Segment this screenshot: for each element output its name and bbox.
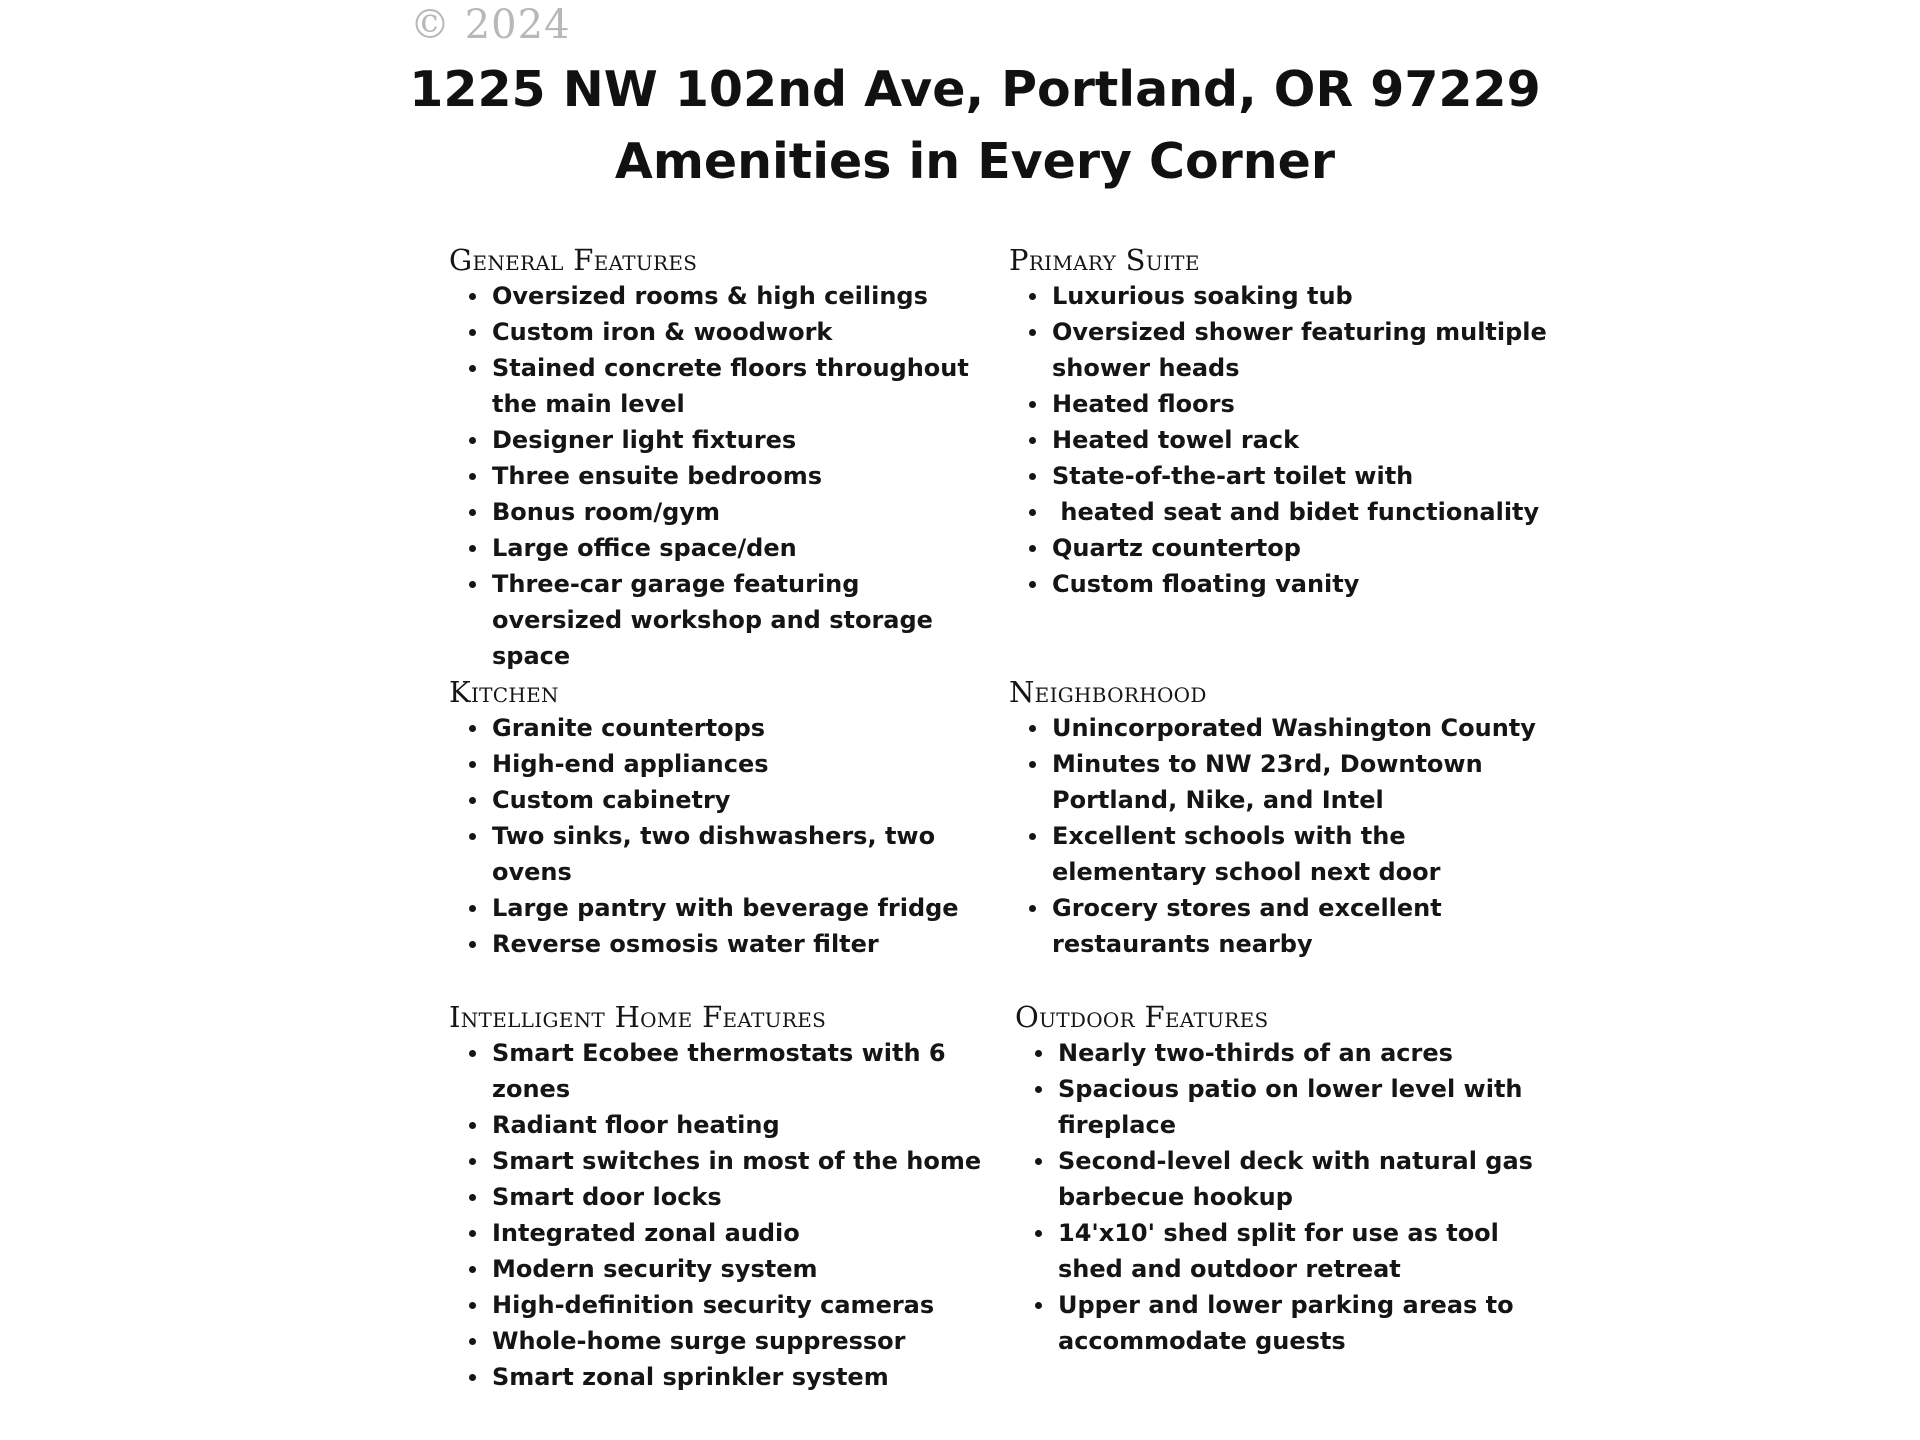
bullet-icon [469,797,476,804]
bullet-icon [469,1266,476,1273]
list-item: Second-level deck with natural gas barbecue hookup [1015,1143,1555,1215]
page-title-address: 1225 NW 102nd Ave, Portland, OR 97229 [409,61,1541,118]
list-item: Modern security system [449,1251,989,1287]
section-heading: Kitchen [449,675,559,709]
list-item: High-definition security cameras [449,1287,989,1323]
list-item: High-end appliances [449,746,989,782]
feature-list [449,278,989,674]
bullet-icon [1035,1302,1042,1309]
bullet-icon [1029,545,1036,552]
section-heading: General Features [449,243,698,277]
bullet-icon [1029,905,1036,912]
bullet-icon [469,905,476,912]
bullet-icon [1035,1086,1042,1093]
list-item: Smart Ecobee thermostats with 6 zones [449,1035,989,1107]
bullet-icon [1029,509,1036,516]
list-item: Smart door locks [449,1179,989,1215]
list-item: Smart switches in most of the home [449,1143,989,1179]
list-item: Large pantry with beverage fridge [449,890,989,926]
bullet-icon [469,1230,476,1237]
list-item: Custom cabinetry [449,782,989,818]
list-item: Three-car garage featuring oversized workshop and storage space [449,566,989,674]
feature-list [1015,1035,1555,1359]
bullet-icon [1029,329,1036,336]
feature-list [1009,710,1549,962]
bullet-icon [469,329,476,336]
bullet-icon [469,1374,476,1381]
bullet-icon [1029,437,1036,444]
bullet-icon [1029,401,1036,408]
list-item: Unincorporated Washington County [1009,710,1549,746]
list-item: Quartz countertop [1009,530,1549,566]
list-item: Integrated zonal audio [449,1215,989,1251]
section-heading: Neighborhood [1009,675,1207,709]
list-item: Spacious patio on lower level with fireplace [1015,1071,1555,1143]
outdoor-features-section [1015,999,1555,1359]
bullet-icon [1035,1050,1042,1057]
list-item: Heated towel rack [1009,422,1549,458]
bullet-icon [469,293,476,300]
list-item: Whole-home surge suppressor [449,1323,989,1359]
section-heading: Outdoor Features [1015,1000,1269,1034]
list-item: Granite countertops [449,710,989,746]
feature-list [449,710,989,962]
intelligent-home-section [449,999,989,1395]
bullet-icon [469,509,476,516]
bullet-icon [469,581,476,588]
list-item: Custom iron & woodwork [449,314,989,350]
bullet-icon [1029,293,1036,300]
list-item: Luxurious soaking tub [1009,278,1549,314]
bullet-icon [469,365,476,372]
page-title-subtitle: Amenities in Every Corner [614,133,1336,190]
list-item: State-of-the-art toilet with [1009,458,1549,494]
bullet-icon [1029,581,1036,588]
bullet-icon [469,1302,476,1309]
general-features-section [449,242,989,674]
list-item: Minutes to NW 23rd, Downtown Portland, Nike, and Intel [1009,746,1549,818]
list-item: Custom floating vanity [1009,566,1549,602]
list-item: Upper and lower parking areas to accommodate guests [1015,1287,1555,1359]
list-item: Excellent schools with the elementary school next door [1009,818,1549,890]
list-item: Large office space/den [449,530,989,566]
bullet-icon [469,1158,476,1165]
bullet-icon [469,941,476,948]
bullet-icon [1035,1230,1042,1237]
list-item: Three ensuite bedrooms [449,458,989,494]
bullet-icon [469,1338,476,1345]
list-item: Bonus room/gym [449,494,989,530]
kitchen-section [449,674,989,962]
neighborhood-section [1009,674,1549,962]
bullet-icon [469,1050,476,1057]
bullet-icon [1029,833,1036,840]
bullet-icon [1029,761,1036,768]
section-heading: Intelligent Home Features [449,1000,827,1034]
list-item: Smart zonal sprinkler system [449,1359,989,1395]
list-item: Heated floors [1009,386,1549,422]
list-item: Oversized rooms & high ceilings [449,278,989,314]
list-item: 14'x10' shed split for use as tool shed and outdoor retreat [1015,1215,1555,1287]
bullet-icon [469,545,476,552]
bullet-icon [469,761,476,768]
list-item: Grocery stores and excellent restaurants nearby [1009,890,1549,962]
feature-list [1009,278,1549,602]
list-item: Radiant floor heating [449,1107,989,1143]
list-item: Reverse osmosis water filter [449,926,989,962]
section-heading: Primary Suite [1009,243,1200,277]
list-item: Designer light fixtures [449,422,989,458]
bullet-icon [1035,1158,1042,1165]
bullet-icon [469,833,476,840]
list-item: Oversized shower featuring multiple shower heads [1009,314,1549,386]
bullet-icon [1029,725,1036,732]
list-item: heated seat and bidet functionality [1009,494,1549,530]
bullet-icon [469,437,476,444]
list-item: Stained concrete floors throughout the main level [449,350,989,422]
bullet-icon [1029,473,1036,480]
list-item: Nearly two-thirds of an acres [1015,1035,1555,1071]
bullet-icon [469,1122,476,1129]
list-item: Two sinks, two dishwashers, two ovens [449,818,989,890]
bullet-icon [469,1194,476,1201]
copyright-watermark: © 2024 [410,2,571,48]
bullet-icon [469,725,476,732]
feature-list [449,1035,989,1395]
bullet-icon [469,473,476,480]
primary-suite-section [1009,242,1549,602]
